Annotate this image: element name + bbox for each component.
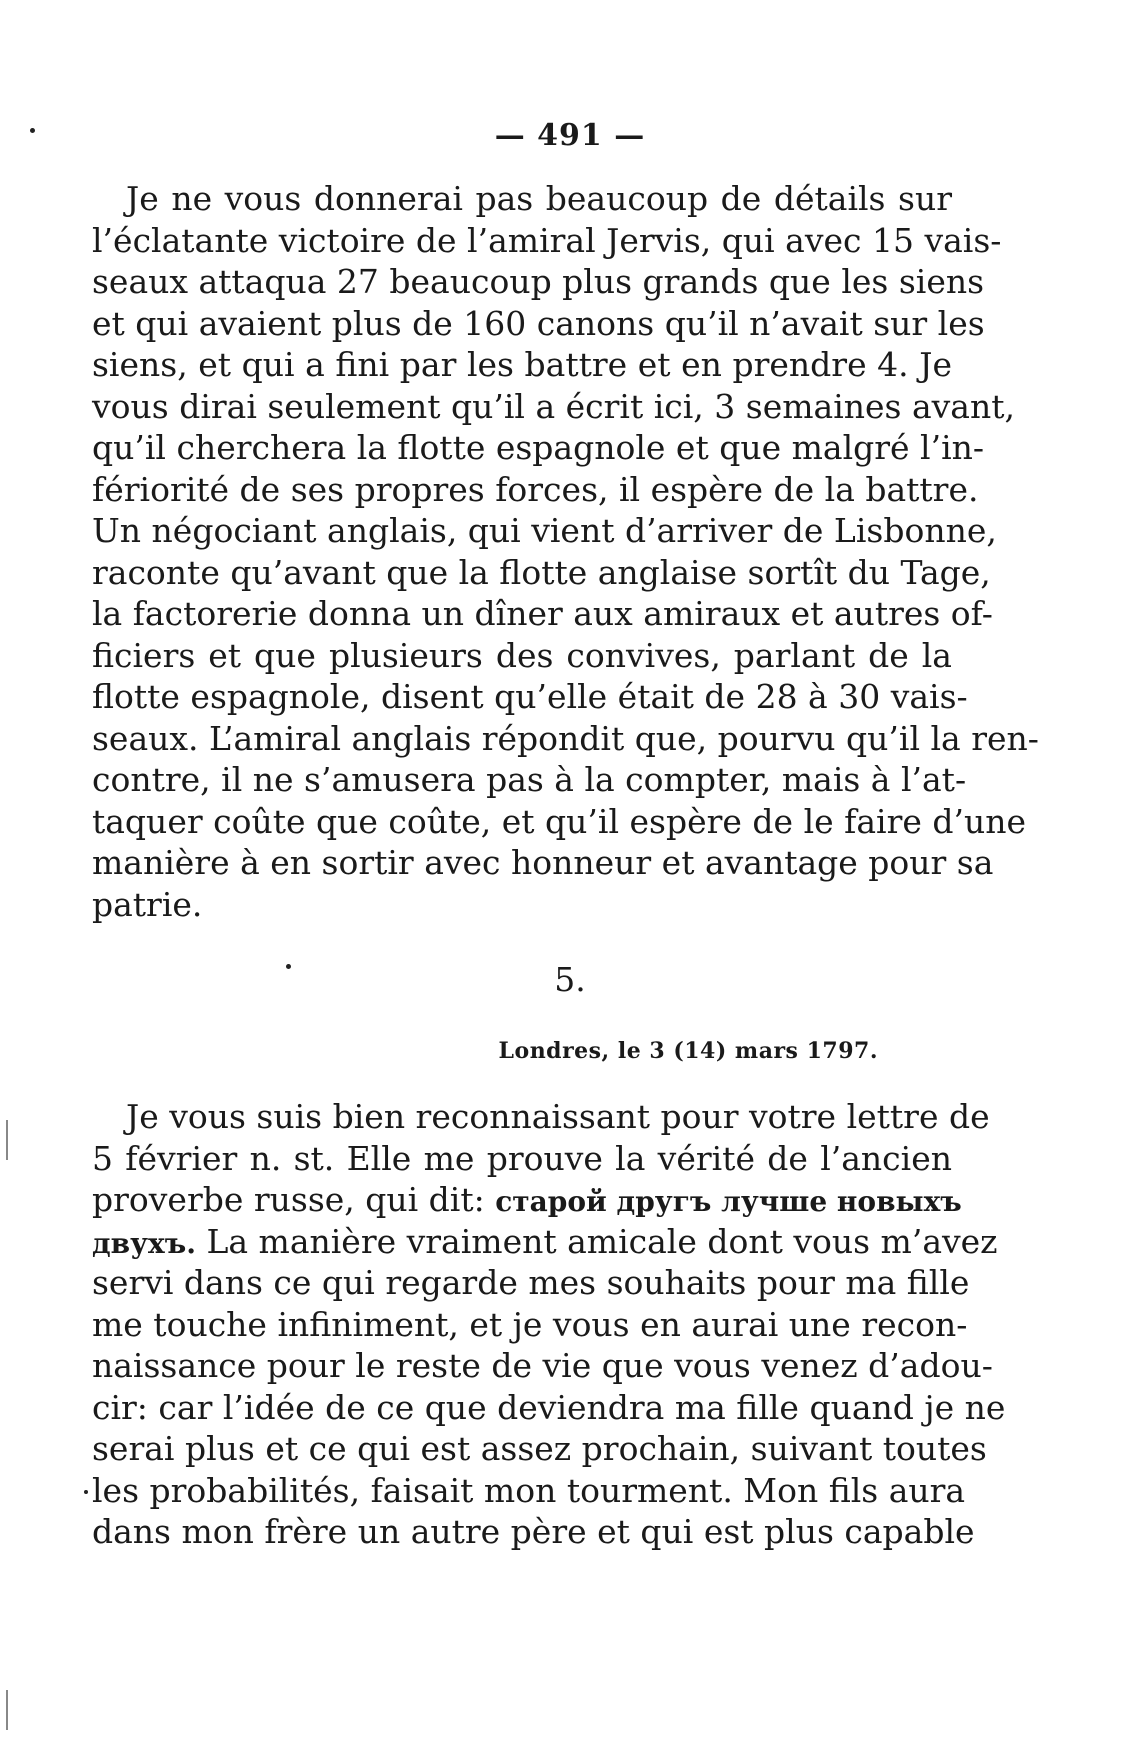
text-line: taquer coûte que coûte, et qu’il espère de le faire d’une [92,801,1027,841]
text-line: et qui avaient plus de 160 canons qu’il n’avait sur les [92,303,985,343]
text-line-proverb-end [92,1221,998,1263]
page-number: — 491 — [494,118,646,153]
text-line-proverb [92,1179,962,1221]
text-line: fériorité de ses propres forces, il espère de la battre. [92,469,979,509]
page-edge-mark [6,1120,8,1160]
text-line: serai plus et ce qui est assez prochain, suivant toutes [92,1429,987,1468]
paragraph-2 [92,1096,1006,1553]
paragraph-1 [92,178,1039,925]
text-line: raconte qu’avant que la flotte anglaise sortît du Tage, [92,552,991,592]
text-line: l’éclatante victoire de l’amiral Jervis, qui avec 15 vais- [92,220,1002,260]
text-segment: La manière vraiment amicale dont vous m’avez [195,1221,998,1261]
text-line: la factorerie donna un dîner aux amiraux et autres of- [92,594,993,633]
text-line: qu’il cherchera la flotte espagnole et que malgré l’in- [92,428,985,467]
text-line: vous dirai seulement qu’il a écrit ici, 3 semaines avant, [92,386,1015,426]
text-line: Un négociant anglais, qui vient d’arriver de Lisbonne, [92,511,997,550]
text-line: patrie. [92,884,203,924]
text-line: les probabilités, faisait mon tourment. Mon fils aura [92,1470,966,1510]
letter-number: 5. [554,960,586,999]
print-speck [84,1490,88,1494]
letter-dateline: Londres, le 3 (14) mars 1797. [498,1038,878,1064]
text-line: cir: car l’idée de ce que deviendra ma fille quand je ne [92,1387,1006,1427]
page-edge-mark [6,1690,8,1730]
text-line: seaux. L’amiral anglais répondit que, pourvu qu’il la ren- [92,718,1039,758]
text-line: 5 février n. st. Elle me prouve la vérité de l’ancien [92,1138,952,1178]
text-line: dans mon frère un autre père et qui est plus capable [92,1512,975,1551]
text-segment: proverbe russe, qui dit: [92,1180,496,1219]
text-line: contre, il ne s’amusera pas à la compter, mais à l’at- [92,760,967,799]
text-line: flotte espagnole, disent qu’elle était de 28 à 30 vais- [92,677,968,716]
text-line: servi dans ce qui regarde mes souhaits pour ma fille [92,1263,970,1302]
text-line: manière à en sortir avec honneur et avantage pour sa [92,843,994,882]
russian-proverb: старой другъ лучше новыхъ [495,1185,962,1218]
text-line: me touche infiniment, et je vous en aurai une recon- [92,1304,968,1344]
text-line: ficiers et que plusieurs des convives, parlant de la [92,635,952,675]
text-line: seaux attaqua 27 beaucoup plus grands que les siens [92,262,985,301]
text-line: naissance pour le reste de vie que vous venez d’adou- [92,1346,993,1385]
text-line: Je vous suis bien reconnaissant pour votre lettre de [126,1097,990,1136]
russian-proverb-end: двухъ. [92,1226,196,1260]
text-line: siens, et qui a fini par les battre et en prendre 4. Je [92,345,952,384]
text-line: Je ne vous donnerai pas beaucoup de détails sur [126,179,952,218]
